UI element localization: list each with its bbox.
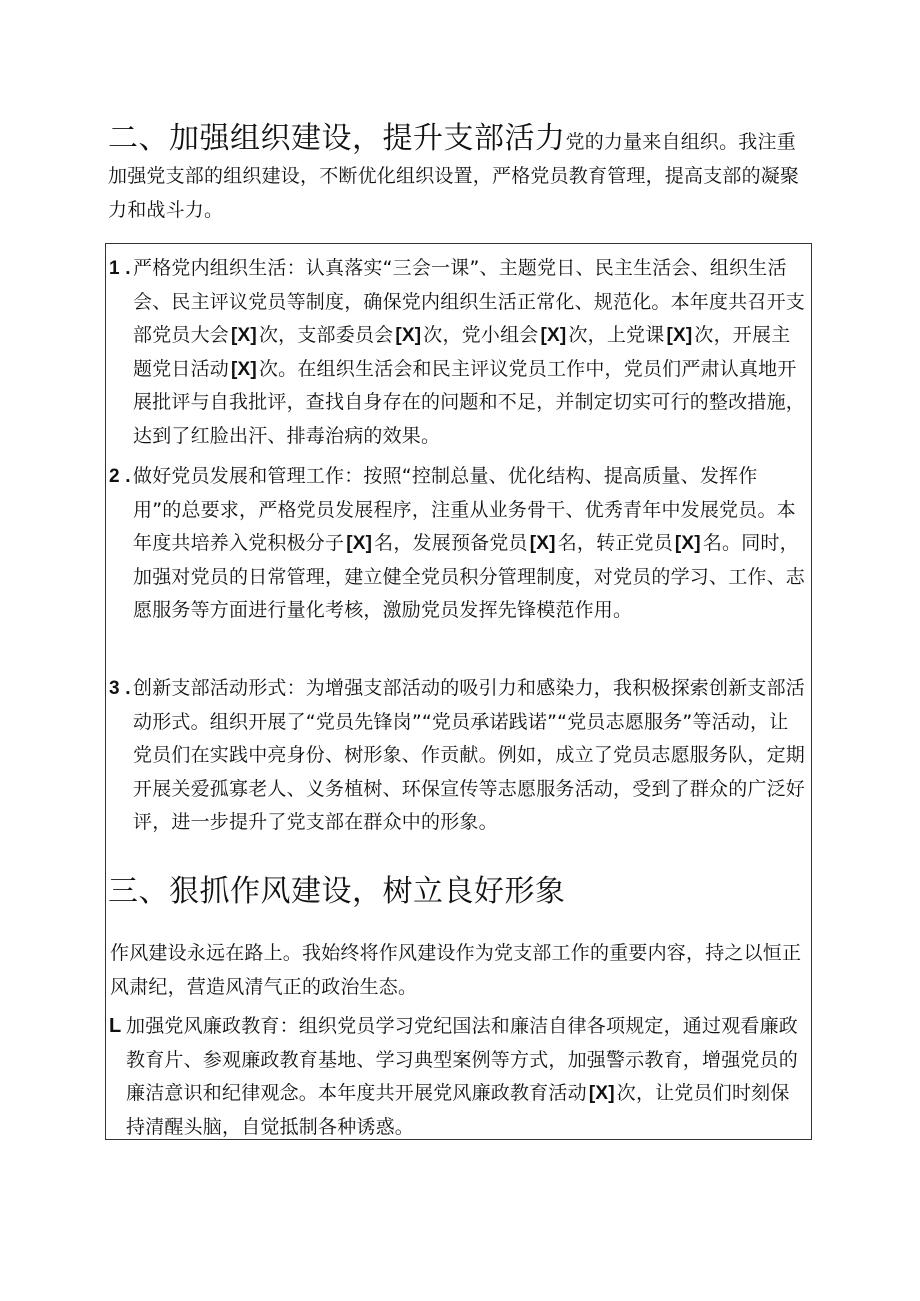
list-item-number: L [109,1015,122,1037]
text-run: 名，发展预备党员 [374,532,528,554]
list-item-text [109,252,805,453]
section-2-heading: 二、加强组织建设，提升支部活力 [108,121,566,156]
placeholder-count: [X] [346,533,373,554]
list-item-number: 2 . [109,466,131,487]
text-run: 做好党员发展和管理工作：按照“控制总量、优化结构、提高质量、发挥作用”的总要求，严格党员发展程序，注重从业务骨干、优秀青年中发展党员。本年度共培养入党积极分子 [133,465,796,554]
list-item-1 [109,252,805,453]
section-2-lead-rest: 重加强党支部的组织建设，不断优化组织设置，严格党员教育管理，提高支部的凝聚力和战斗力。 [108,131,800,221]
text-run: 次，让党员们时刻保持清醒头脑，自觉抵制各种诱惑。 [126,1082,790,1138]
placeholder-count: [X] [231,358,257,380]
text-run: 严格党内组织生活：认真落实“三会一课”、主题党日、民主生活会、组织生活会、民主评议党员等制度，确保党内组织生活正常化、规范化。本年度共召开支部党员大会 [133,257,806,346]
list-item-number: 1 . [109,258,131,279]
list-item-L [109,1010,805,1144]
text-run: 次，上党课 [568,324,665,346]
list-item-2 [109,460,805,628]
text-run: 次，开展主题党日活动 [133,324,791,380]
text-run: 次，支部委员会 [258,324,394,346]
text-run: 名。同时，加强对党员的日常管理，建立健全党员积分管理制度，对党员的学习、工作、志愿服务等方面进行量化考核，激励党员发挥先锋模范作用。 [133,532,806,621]
section-2-lead-first: 党的力量来自组织。我注 [565,131,777,153]
text-run: 名，转正党员 [557,532,673,554]
placeholder-count: [X] [674,533,701,554]
list-item-number: 3 . [109,678,131,699]
placeholder-count: [X] [540,325,567,346]
content-frame [105,243,812,1140]
placeholder-count: [X] [231,325,257,346]
section-3-intro: 作风建设永远在路上。我始终将作风建设作为党支部工作的重要内容，持之以恒正风肃纪，营造风清气正的政治生态。 [110,942,802,998]
text-run: 加强党风廉政教育：组织党员学习党纪国法和廉洁自律各项规定，通过观看廉政教育片、参观廉政教育基地、学习典型案例等方式，加强警示教育，增强党员的廉洁意识和纪律观念。本年度共开展党风廉政教育活动 [126,1015,799,1104]
placeholder-count: [X] [588,1083,615,1104]
list-item-text: 创新支部活动形式：为增强支部活动的吸引力和感染力，我积极探索创新支部活动形式。组织开展了“党员先锋岗”“党员承诺践诺”“党员志愿服务”等活动，让党员们在实践中亮身份、树形象、作贡献。例如，成立了党员志愿服务队，定期开展关爱孤寡老人、义务植树、环保宣传等志愿服务活动，受到了群众的广泛好评，进一步提升了党支部在群众中的形象。 [133,677,806,833]
placeholder-count: [X] [666,325,693,346]
list-item-text [109,1010,805,1144]
text-run: 次，党小组会 [423,324,539,346]
list-item-text [109,460,805,628]
section-2 [108,122,808,227]
list-item-3 [109,672,805,840]
text-run: 次。在组织生活会和民主评议党员工作中，党员们严肃认真地开展批评与自我批评，查找自身存在的问题和不足，并制定切实可行的整改措施，达到了红脸出汗、排毒治病的效果。 [133,357,806,447]
placeholder-count: [X] [395,325,422,346]
section-3-heading: 三、狠抓作风建设，树立良好形象 [108,874,566,909]
placeholder-count: [X] [529,533,556,554]
